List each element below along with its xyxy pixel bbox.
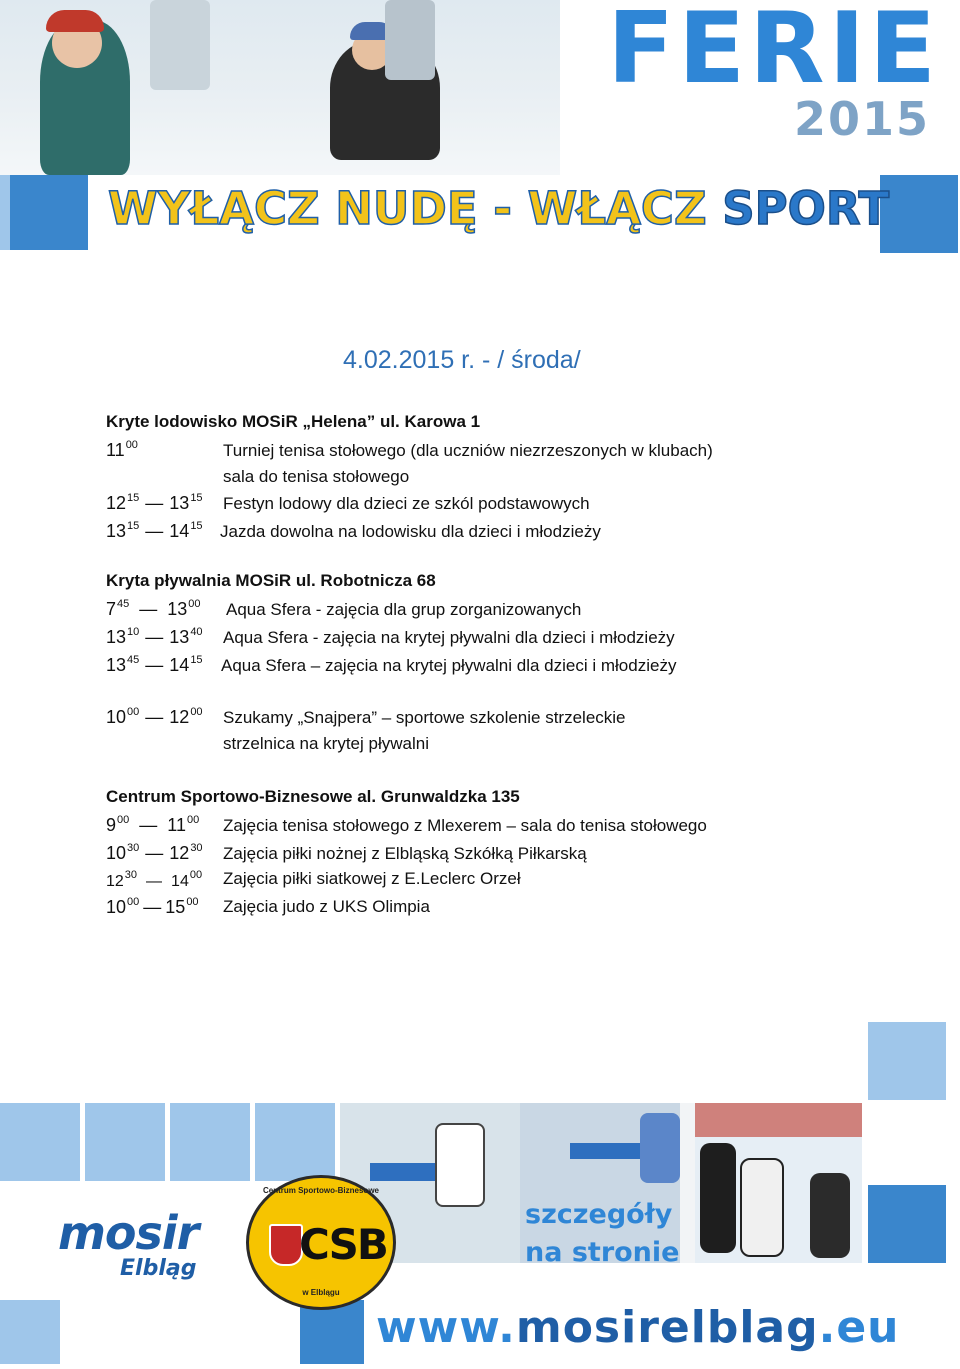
activity-desc: Aqua Sfera - zajęcia na krytej pływalni dla dzieci i młodzieży — [223, 628, 675, 647]
mosir-logo-word: mosir — [58, 1206, 199, 1260]
time-range: $13^{15}$ — $14^{15}$ — [106, 520, 203, 541]
slogan-part1: WYŁĄCZ NUDĘ - WŁĄCZ — [108, 182, 707, 235]
activity-desc: Zajęcia piłki nożnej z Elbląską Szkółką Piłkarską — [223, 844, 587, 863]
decor-tile — [0, 1103, 80, 1181]
time-range: $9^{00}$ — $11^{00}$ — [106, 814, 200, 835]
website-pre: www. — [376, 1302, 516, 1353]
website-main: mosirelblag — [515, 1302, 819, 1353]
activity-desc: Festyn lodowy dla dzieci ze szkól podstawowych — [223, 494, 590, 513]
section-pool — [106, 572, 866, 757]
activity-desc: Jazda dowolna na lodowisku dla dzieci i młodzieży — [220, 522, 601, 541]
activity-desc: Zajęcia piłki siatkowej z E.Leclerc Orzeł — [223, 869, 521, 888]
schedule-row — [106, 655, 203, 674]
ferie-year: 2015 — [793, 92, 930, 146]
details-note — [525, 1196, 695, 1272]
mosir-logo-city: Elbląg — [120, 1256, 197, 1281]
details-line1: szczegóły — [525, 1199, 673, 1230]
time-range: $12^{30}$ — $14^{00}$ — [106, 869, 203, 890]
decor-tile — [868, 1022, 946, 1100]
activity-desc: Aqua Sfera - zajęcia dla grup zorganizowanych — [226, 600, 582, 619]
time-range: $10^{00}$ — $15^{00}$ — [106, 896, 199, 917]
schedule-row — [106, 521, 203, 540]
schedule-row — [106, 815, 199, 834]
time-range: $10^{00}$ — $12^{00}$ — [106, 706, 203, 727]
activity-desc: sala do tenisa stołowego — [223, 467, 410, 486]
schedule-row — [106, 707, 203, 726]
activity-desc: strzelnica na krytej pływalni — [223, 734, 429, 753]
activity-desc: Turniej tenisa stołowego (dla uczniów niezrzeszonych w klubach) — [223, 441, 713, 460]
schedule-row — [106, 599, 201, 618]
coat-of-arms-icon — [269, 1224, 303, 1266]
section-csb — [106, 788, 866, 918]
section-ice-rink — [106, 413, 866, 548]
website-link[interactable] — [376, 1302, 936, 1353]
activity-desc: Zajęcia tenisa stołowego z Mlexerem – sala do tenisa stołowego — [223, 816, 707, 835]
venue-title: Centrum Sportowo-Biznesowe al. Grunwaldzka 135 — [106, 787, 520, 806]
schedule-row — [106, 870, 202, 890]
schedule-row — [106, 627, 203, 646]
time-range: $10^{30}$ — $12^{30}$ — [106, 842, 203, 863]
csb-logo — [246, 1175, 396, 1310]
schedule-row — [106, 843, 203, 862]
schedule-row — [106, 897, 199, 916]
time-range: $13^{45}$ — $14^{15}$ — [106, 654, 203, 675]
decor-tile — [255, 1103, 335, 1181]
ferie-title: FERIE — [607, 0, 940, 106]
venue-title: Kryte lodowisko MOSiR „Helena” ul. Karowa 1 — [106, 412, 481, 431]
decor-tile — [170, 1103, 250, 1181]
mosir-logo — [58, 1192, 208, 1287]
activity-desc: Szukamy „Snajpera” – sportowe szkolenie strzeleckie — [223, 708, 626, 727]
time-range: $11^{00}$ — [106, 439, 138, 460]
decor-tile — [0, 1300, 60, 1364]
venue-title: Kryta pływalnia MOSiR ul. Robotnicza 68 — [106, 571, 436, 590]
time-range: $12^{15}$ — $13^{15}$ — [106, 492, 203, 513]
date-title: 4.02.2015 r. - / środa/ — [343, 346, 581, 374]
time-range: $7^{45}$ — $13^{00}$ — [106, 598, 201, 619]
decor-tile — [300, 1300, 364, 1364]
slogan — [108, 182, 890, 235]
website-post: .eu — [818, 1302, 900, 1353]
schedule-row — [106, 493, 203, 512]
header-photo-skaters — [0, 0, 560, 175]
details-line2: na stronie — [525, 1237, 680, 1268]
slogan-part2: SPORT — [722, 182, 890, 235]
csb-letters: CSB — [299, 1220, 387, 1269]
decor-tile — [880, 175, 958, 253]
activity-desc: Aqua Sfera – zajęcia na krytej pływalni dla dzieci i młodzieży — [221, 656, 677, 675]
decor-tile — [868, 1185, 946, 1263]
decor-tile — [10, 175, 88, 250]
decor-tile — [85, 1103, 165, 1181]
csb-bottom-text: w Elblągu — [302, 1288, 340, 1297]
schedule-row — [106, 440, 138, 459]
time-range: $13^{10}$ — $13^{40}$ — [106, 626, 203, 647]
csb-ring-text: Centrum Sportowo-Biznesowe — [262, 1186, 379, 1195]
activity-desc: Zajęcia judo z UKS Olimpia — [223, 897, 430, 916]
decor-tile — [0, 175, 10, 250]
